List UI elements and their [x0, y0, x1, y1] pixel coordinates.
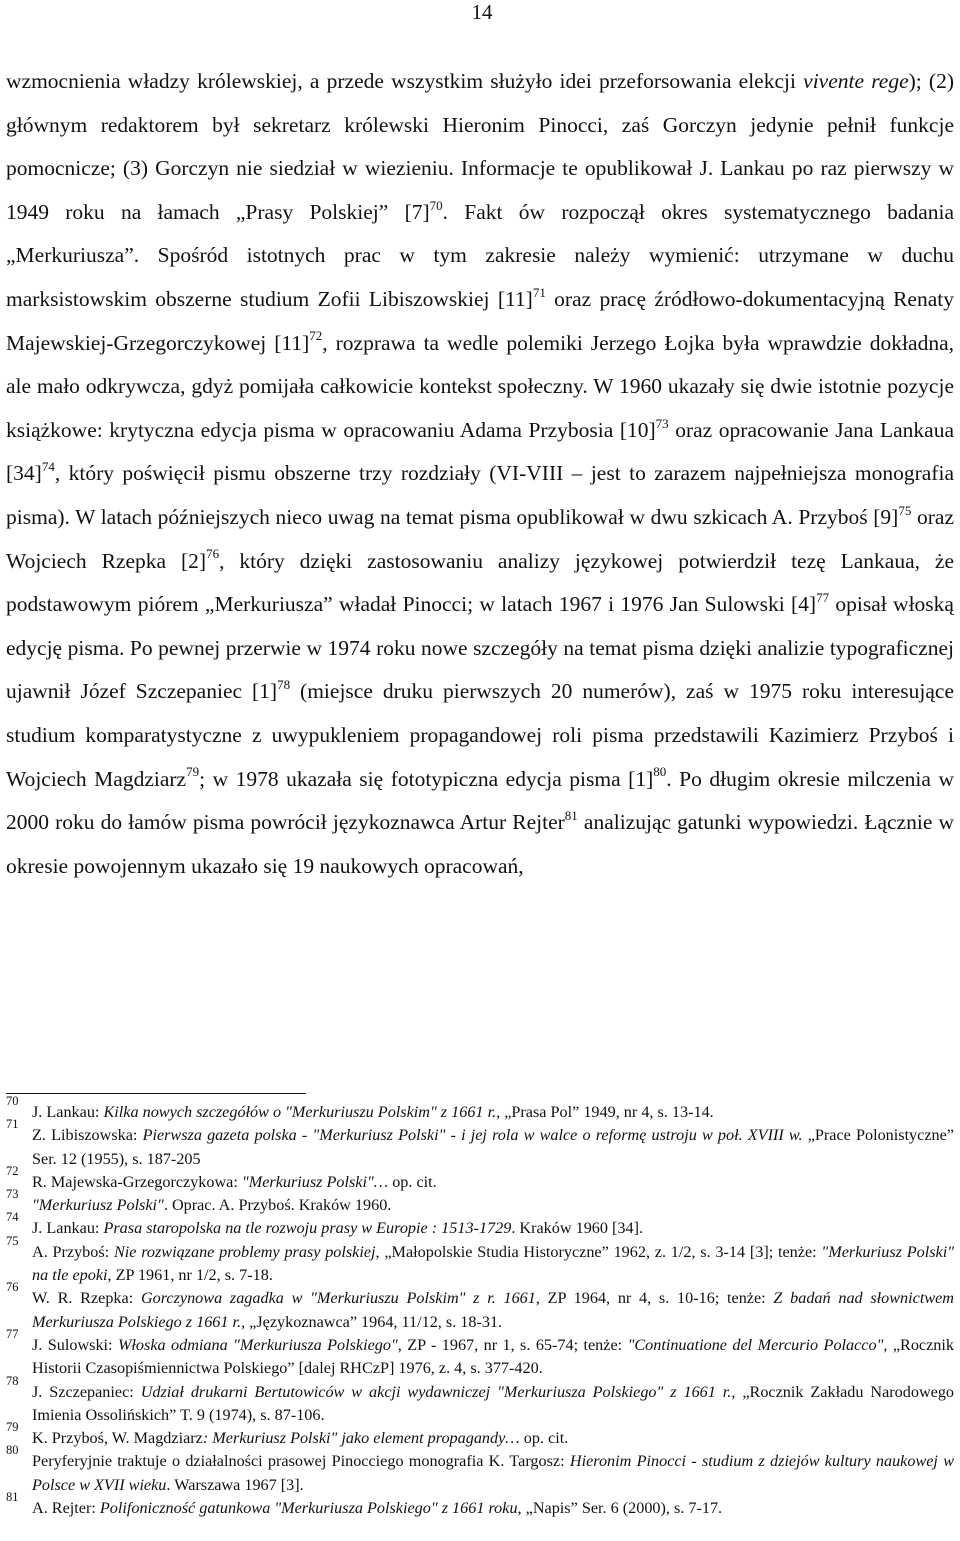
footnote-number: 74: [6, 1210, 19, 1225]
footnote-text: J. Lankau:: [32, 1219, 104, 1238]
page-number-text: 14: [471, 0, 493, 24]
footnote-number: 71: [6, 1117, 19, 1132]
footnote-ref: 71: [532, 284, 546, 300]
footnote-text: , ZP 1964, nr 4, s. 10-16; tenże:: [535, 1289, 774, 1308]
footnote-title: Nie rozwiązane problemy prasy polskiej: [113, 1242, 376, 1261]
footnote: [6, 1420, 954, 1450]
footnote-ref: 76: [206, 546, 220, 562]
footnote-number: 75: [6, 1233, 19, 1248]
footnote-text: J. Sulowski:: [32, 1335, 118, 1354]
page-number: [0, 0, 960, 24]
footnote-text: „Prace Polonistyczne” Ser. 12 (1955), s. 187-205: [32, 1126, 954, 1168]
footnote-title: "Continuatione del Mercurio Polacco": [627, 1335, 884, 1354]
footnote-title: : Merkuriusz Polski" jako element propagandy…: [202, 1429, 520, 1448]
footnote: [6, 1326, 954, 1381]
italic-text: vivente rege: [803, 69, 909, 93]
text-run: wzmocnienia władzy królewskiej, a przede wszystkim służyło idei przeforsowania elekcji: [6, 69, 804, 93]
footnote-ref: 81: [564, 807, 578, 823]
footnote-text: Peryferyjnie traktuje o działalności prasowej Pinocciego monografia K. Targosz:: [32, 1452, 570, 1471]
footnote-title: Gorczynowa zagadka w "Merkuriuszu Polskim" z r. 1661: [140, 1289, 536, 1308]
footnote-text: op. cit.: [388, 1172, 437, 1191]
footnote-title: "Merkuriusz Polski": [32, 1196, 164, 1215]
footnote-text: , „Rocznik Historii Czasopiśmiennictwa Polskiego” [dalej RHCzP] 1976, z. 4, s. 377-420.: [32, 1335, 954, 1378]
text-run: opisał włoską edycję pisma. Po pewnej przerwie w 1974 roku nowe szczegóły na temat pisma dzięki analizie typograficznej ujawnił Józef Szczepaniec [1]: [6, 592, 954, 704]
footnote-ref: 72: [309, 328, 323, 344]
footnote: [6, 1233, 954, 1288]
footnote: [6, 1373, 955, 1428]
text-run: , który poświęcił pismu obszerne trzy rozdziały (VI-VIII – jest to zarazem najpełniejsza monografia pisma). W latach późniejszych nieco uwag na temat pisma opublikował w dwu szkicach A. Przyboś [9]: [6, 461, 954, 529]
footnote-text: , ZP - 1967, nr 1, s. 65-74; tenże:: [397, 1335, 628, 1354]
footnote-text: . Kraków 1960 [34].: [511, 1219, 644, 1238]
footnote-text: , „Rocznik Zakładu Narodowego Imienia Ossolińskich” T. 9 (1974), s. 87-106.: [32, 1382, 955, 1424]
footnote-ref: 77: [816, 589, 830, 605]
footnote-text: Z. Libiszowska:: [32, 1126, 143, 1145]
footnote-separator: [6, 1093, 306, 1094]
footnote-text: , „Prasa Pol” 1949, nr 4, s. 13-14.: [496, 1103, 714, 1121]
footnote-text: K. Przyboś, W. Magdziarz: [32, 1429, 203, 1448]
footnote-number: 72: [6, 1163, 19, 1178]
footnote: [6, 1163, 954, 1194]
footnote-number: 77: [6, 1326, 19, 1341]
footnote-title: Pierwsza gazeta polska - "Merkuriusz Polski" - i jej rola w walce o reformę ustroju w poł. XVIII w.: [142, 1126, 803, 1145]
footnote-ref: 74: [41, 459, 55, 475]
footnote-number: 73: [6, 1187, 19, 1202]
footnote-text: op. cit.: [519, 1429, 569, 1448]
text-run: , rozprawa ta wedle polemiki Jerzego Łojka była wprawdzie dokładna, ale mało odkrywcza, gdyż pomijała całkowicie kontekst społeczny. W 1960 ukazały się dwie istotnie pozycje książkowe: krytyczna edycja pisma w opracowaniu Adama Przybosia [10]: [6, 330, 954, 442]
footnote-title: Z badań nad słownictwem Merkuriusza Polskiego z 1661 r.: [32, 1289, 954, 1331]
footnote-title: Polifoniczność gatunkowa "Merkuriusza Polskiego" z 1661 roku: [99, 1499, 518, 1518]
footnote-ref: 75: [898, 502, 912, 518]
footnote-number: 79: [6, 1420, 19, 1435]
footnote-text: . Warszawa 1967 [3].: [166, 1475, 304, 1494]
footnote-title: Hieronim Pinocci - studium z dziejów kultury naukowej w Polsce w XVII wieku: [32, 1452, 954, 1494]
footnote-ref: 70: [429, 197, 443, 213]
footnote: [6, 1117, 954, 1171]
text-run: oraz Wojciech Rzepka [2]: [6, 504, 954, 573]
text-run: . Po długim okresie milczenia w 2000 roku do łamów pisma powrócił językoznawca Artur Rejter: [6, 766, 954, 835]
footnote-title: Udział drukarni Bertutowiców w akcji wydawniczej "Merkuriusza Polskiego" z 1661 r.: [140, 1382, 732, 1401]
text-run: oraz opracowanie Jana Lankaua [34]: [6, 417, 954, 486]
footnote-number: 70: [6, 1094, 19, 1108]
text-run: oraz pracę źródłowo-dokumentacyjną Renaty Majewskiej-Grzegorczykowej [11]: [6, 286, 954, 355]
footnote-title: "Merkuriusz Polski"…: [241, 1172, 389, 1191]
footnote-text: W. R. Rzepka:: [32, 1289, 141, 1308]
body-paragraph: [6, 60, 954, 888]
footnote-text: J. Lankau:: [32, 1103, 104, 1121]
footnote: [6, 1187, 954, 1217]
footnotes: [6, 1094, 955, 1520]
footnote-ref: 78: [277, 677, 291, 693]
text-run: , który dzięki zastosowaniu analizy językowej potwierdził tezę Lankaua, że podstawowym piórem „Merkuriusza” władał Pinocci; w latach 1967 i 1976 Jan Sulowski [4]: [6, 548, 955, 617]
text-run: analizując gatunki wypowiedzi. Łącznie w okresie powojennym ukazało się 19 naukowych opracowań,: [6, 810, 954, 878]
footnote-title: Kilka nowych szczegółów o "Merkuriuszu Polskim" z 1661 r.: [103, 1103, 497, 1121]
footnote-text: J. Szczepaniec:: [32, 1382, 141, 1401]
footnote: [6, 1280, 954, 1334]
footnote-number: 81: [6, 1490, 19, 1505]
footnote-title: Prasa staropolska na tle rozwoju prasy w Europie : 1513-1729: [103, 1219, 512, 1238]
footnote-title: Włoska odmiana "Merkuriusza Polskiego": [117, 1335, 398, 1354]
footnote: [6, 1210, 954, 1240]
footnote-text: A. Rejter:: [32, 1499, 100, 1518]
text-run: ; w 1978 ukazała się fototypiczna edycja pisma [1]: [199, 766, 654, 791]
text-run: (miejsce druku pierwszych 20 numerów), zaś w 1975 roku interesujące studium komparatystyczne z uwypukleniem propagandowej roli pisma przedstawili Kazimierz Przyboś i Wojciech Magdziarz: [6, 679, 954, 791]
footnote-text: , ZP 1961, nr 1/2, s. 7-18.: [107, 1266, 273, 1285]
footnote-ref: 73: [655, 415, 669, 431]
footnote-ref: 79: [186, 764, 200, 780]
footnote-number: 76: [6, 1280, 19, 1295]
text-run: . Fakt ów rozpoczął okres systematycznego badania „Merkuriusza”. Spośród istotnych prac w tym zakresie należy wymienić: utrzymane w duchu marksistowskim obszerne studium Zofii Libiszowskiej [11]: [6, 199, 954, 311]
text-run: ); (2) głównym redaktorem był sekretarz królewski Hieronim Pinocci, zaś Gorczyn jedynie pełnił funkcje pomocnicze; (3) Gorczyn nie siedział w wiezieniu. Informacje te opublikował J. Lankau po raz pierwszy w 1949 roku na łamach „Prasy Polskiej” [7]: [6, 69, 954, 224]
footnote-ref: 80: [653, 764, 667, 780]
footnote: [6, 1094, 954, 1124]
footnote: [6, 1490, 954, 1520]
footnote-number: 78: [6, 1373, 19, 1388]
footnote-text: A. Przyboś:: [32, 1242, 114, 1261]
footnote: [6, 1443, 954, 1497]
footnote-title: "Merkuriusz Polski" na tle epoki: [32, 1242, 954, 1285]
footnote-text: , „Językoznawca” 1964, 11/12, s. 18-31.: [241, 1312, 503, 1331]
footnote-text: . Oprac. A. Przyboś. Kraków 1960.: [163, 1196, 392, 1215]
footnote-text: R. Majewska-Grzegorczykowa:: [32, 1172, 242, 1191]
footnote-number: 80: [6, 1443, 19, 1458]
footnote-text: , „Małopolskie Studia Historyczne” 1962, z. 1/2, s. 3-14 [3]; tenże:: [375, 1242, 822, 1261]
footnote-text: , „Napis” Ser. 6 (2000), s. 7-17.: [517, 1499, 723, 1518]
